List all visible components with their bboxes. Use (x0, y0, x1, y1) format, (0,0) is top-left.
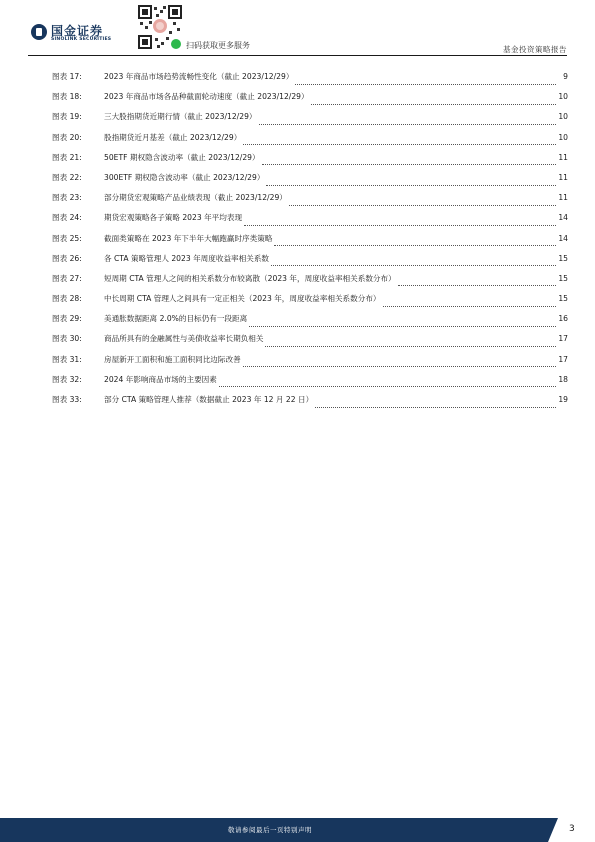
leader-dots (311, 98, 556, 105)
figure-page: 15 (558, 253, 568, 263)
figure-title: 商品所具有的金融属性与美债收益率长期负相关 (104, 334, 264, 344)
leader-dots (271, 259, 556, 266)
figure-title: 短周期 CTA 管理人之间的相关系数分布较离散（2023 年，周度收益率相关系数分布） (104, 273, 396, 283)
figure-label: 图表 17: (52, 72, 82, 81)
figure-label: 图表 21: (52, 152, 82, 162)
figure-title: 三大股指期货近期行情（截止 2023/12/29） (104, 112, 257, 122)
figure-title: 截面类策略在 2023 年下半年大幅跑赢时序类策略 (104, 233, 273, 243)
leader-dots (244, 219, 556, 226)
report-type-label: 基金投资策略报告 (503, 45, 567, 54)
figure-title: 美通胀数据距离 2.0%的目标仍有一段距离 (104, 314, 248, 324)
toc-entry[interactable] (52, 192, 568, 212)
toc-entry[interactable] (52, 172, 568, 192)
figure-page: 10 (558, 132, 568, 142)
header-divider (28, 55, 567, 56)
logo-text-cn: 国金证券 (51, 24, 104, 38)
figure-title: 房屋新开工面积和施工面积同比边际改善 (104, 354, 241, 364)
figure-page: 19 (558, 395, 568, 404)
figure-page: 17 (558, 334, 568, 344)
page-header (0, 0, 595, 56)
figure-label: 图表 23: (52, 193, 82, 203)
leader-dots (243, 138, 556, 145)
wechat-icon (171, 39, 181, 49)
figure-page: 10 (558, 112, 568, 122)
figure-label: 图表 25: (52, 233, 82, 243)
toc-entry[interactable] (52, 313, 568, 333)
figure-title: 2024 年影响商品市场的主要因素 (104, 374, 217, 384)
toc-entry[interactable] (52, 253, 568, 273)
figure-label: 图表 19: (52, 112, 82, 122)
figure-page: 15 (558, 273, 568, 283)
figure-label: 图表 24: (52, 213, 82, 223)
leader-dots (315, 401, 556, 408)
leader-dots (259, 118, 557, 125)
figure-label: 图表 30: (52, 334, 82, 344)
figure-page: 14 (558, 233, 568, 243)
logo-text-en: SINOLINK SECURITIES (51, 37, 112, 42)
figure-label: 图表 26: (52, 253, 82, 263)
figure-page: 18 (558, 374, 568, 384)
figure-label: 图表 29: (52, 314, 82, 324)
figure-label: 图表 32: (52, 374, 82, 384)
figure-page: 9 (563, 72, 568, 81)
toc-entry[interactable] (52, 333, 568, 353)
figure-page: 15 (558, 294, 568, 304)
leader-dots (295, 78, 556, 85)
figure-title: 50ETF 期权隐含波动率（截止 2023/12/29） (104, 152, 260, 162)
toc-entry[interactable] (52, 293, 568, 313)
leader-dots (266, 179, 556, 186)
leader-dots (274, 239, 556, 246)
leader-dots (289, 199, 556, 206)
toc-entry[interactable] (52, 132, 568, 152)
leader-dots (398, 279, 556, 286)
figure-label: 图表 20: (52, 132, 82, 142)
figure-page: 10 (558, 92, 568, 102)
leader-dots (383, 300, 556, 307)
toc-entry[interactable] (52, 374, 568, 394)
page-number: 3 (569, 824, 575, 834)
figure-list (52, 71, 568, 414)
figure-title: 2023 年商品市场各品种截面轮动速度（截止 2023/12/29） (104, 92, 309, 102)
sinolink-logo-icon (31, 24, 47, 40)
figure-page: 17 (558, 354, 568, 364)
figure-page: 11 (558, 193, 568, 203)
toc-entry[interactable] (52, 212, 568, 232)
figure-page: 11 (558, 172, 568, 182)
figure-label: 图表 28: (52, 294, 82, 304)
figure-title: 部分期货宏观策略产品业绩表现（截止 2023/12/29） (104, 193, 287, 203)
leader-dots (262, 158, 556, 165)
figure-page: 11 (558, 152, 568, 162)
leader-dots (243, 360, 556, 367)
figure-page: 14 (558, 213, 568, 223)
figure-label: 图表 31: (52, 354, 82, 364)
figure-title: 300ETF 期权隐含波动率（截止 2023/12/29） (104, 172, 265, 182)
figure-page: 16 (558, 314, 568, 324)
scan-for-services: 扫码获取更多服务 (186, 41, 250, 50)
figure-label: 图表 18: (52, 92, 82, 102)
toc-entry[interactable] (52, 91, 568, 111)
toc-entry[interactable] (52, 354, 568, 374)
figure-label: 图表 33: (52, 395, 82, 404)
figure-title: 部分 CTA 策略管理人推荐（数据截止 2023 年 12 月 22 日） (104, 395, 314, 404)
toc-entry[interactable] (52, 71, 568, 91)
figure-label: 图表 27: (52, 273, 82, 283)
footer-disclaimer: 敬请参阅最后一页特别声明 (228, 826, 312, 834)
figure-title: 股指期货近月基差（截止 2023/12/29） (104, 132, 242, 142)
toc-entry[interactable] (52, 152, 568, 172)
leader-dots (249, 320, 556, 327)
figure-label: 图表 22: (52, 172, 82, 182)
leader-dots (219, 380, 556, 387)
figure-title: 各 CTA 策略管理人 2023 年周度收益率相关系数 (104, 253, 270, 263)
toc-entry[interactable] (52, 394, 568, 414)
toc-entry[interactable] (52, 233, 568, 253)
figure-title: 期货宏观策略各子策略 2023 年平均表现 (104, 213, 243, 223)
toc-entry[interactable] (52, 111, 568, 131)
toc-entry[interactable] (52, 273, 568, 293)
leader-dots (265, 340, 556, 347)
figure-title: 中长周期 CTA 管理人之间具有一定正相关（2023 年，周度收益率相关系数分布） (104, 294, 381, 304)
figure-title: 2023 年商品市场趋势流畅性变化（截止 2023/12/29） (104, 72, 294, 81)
